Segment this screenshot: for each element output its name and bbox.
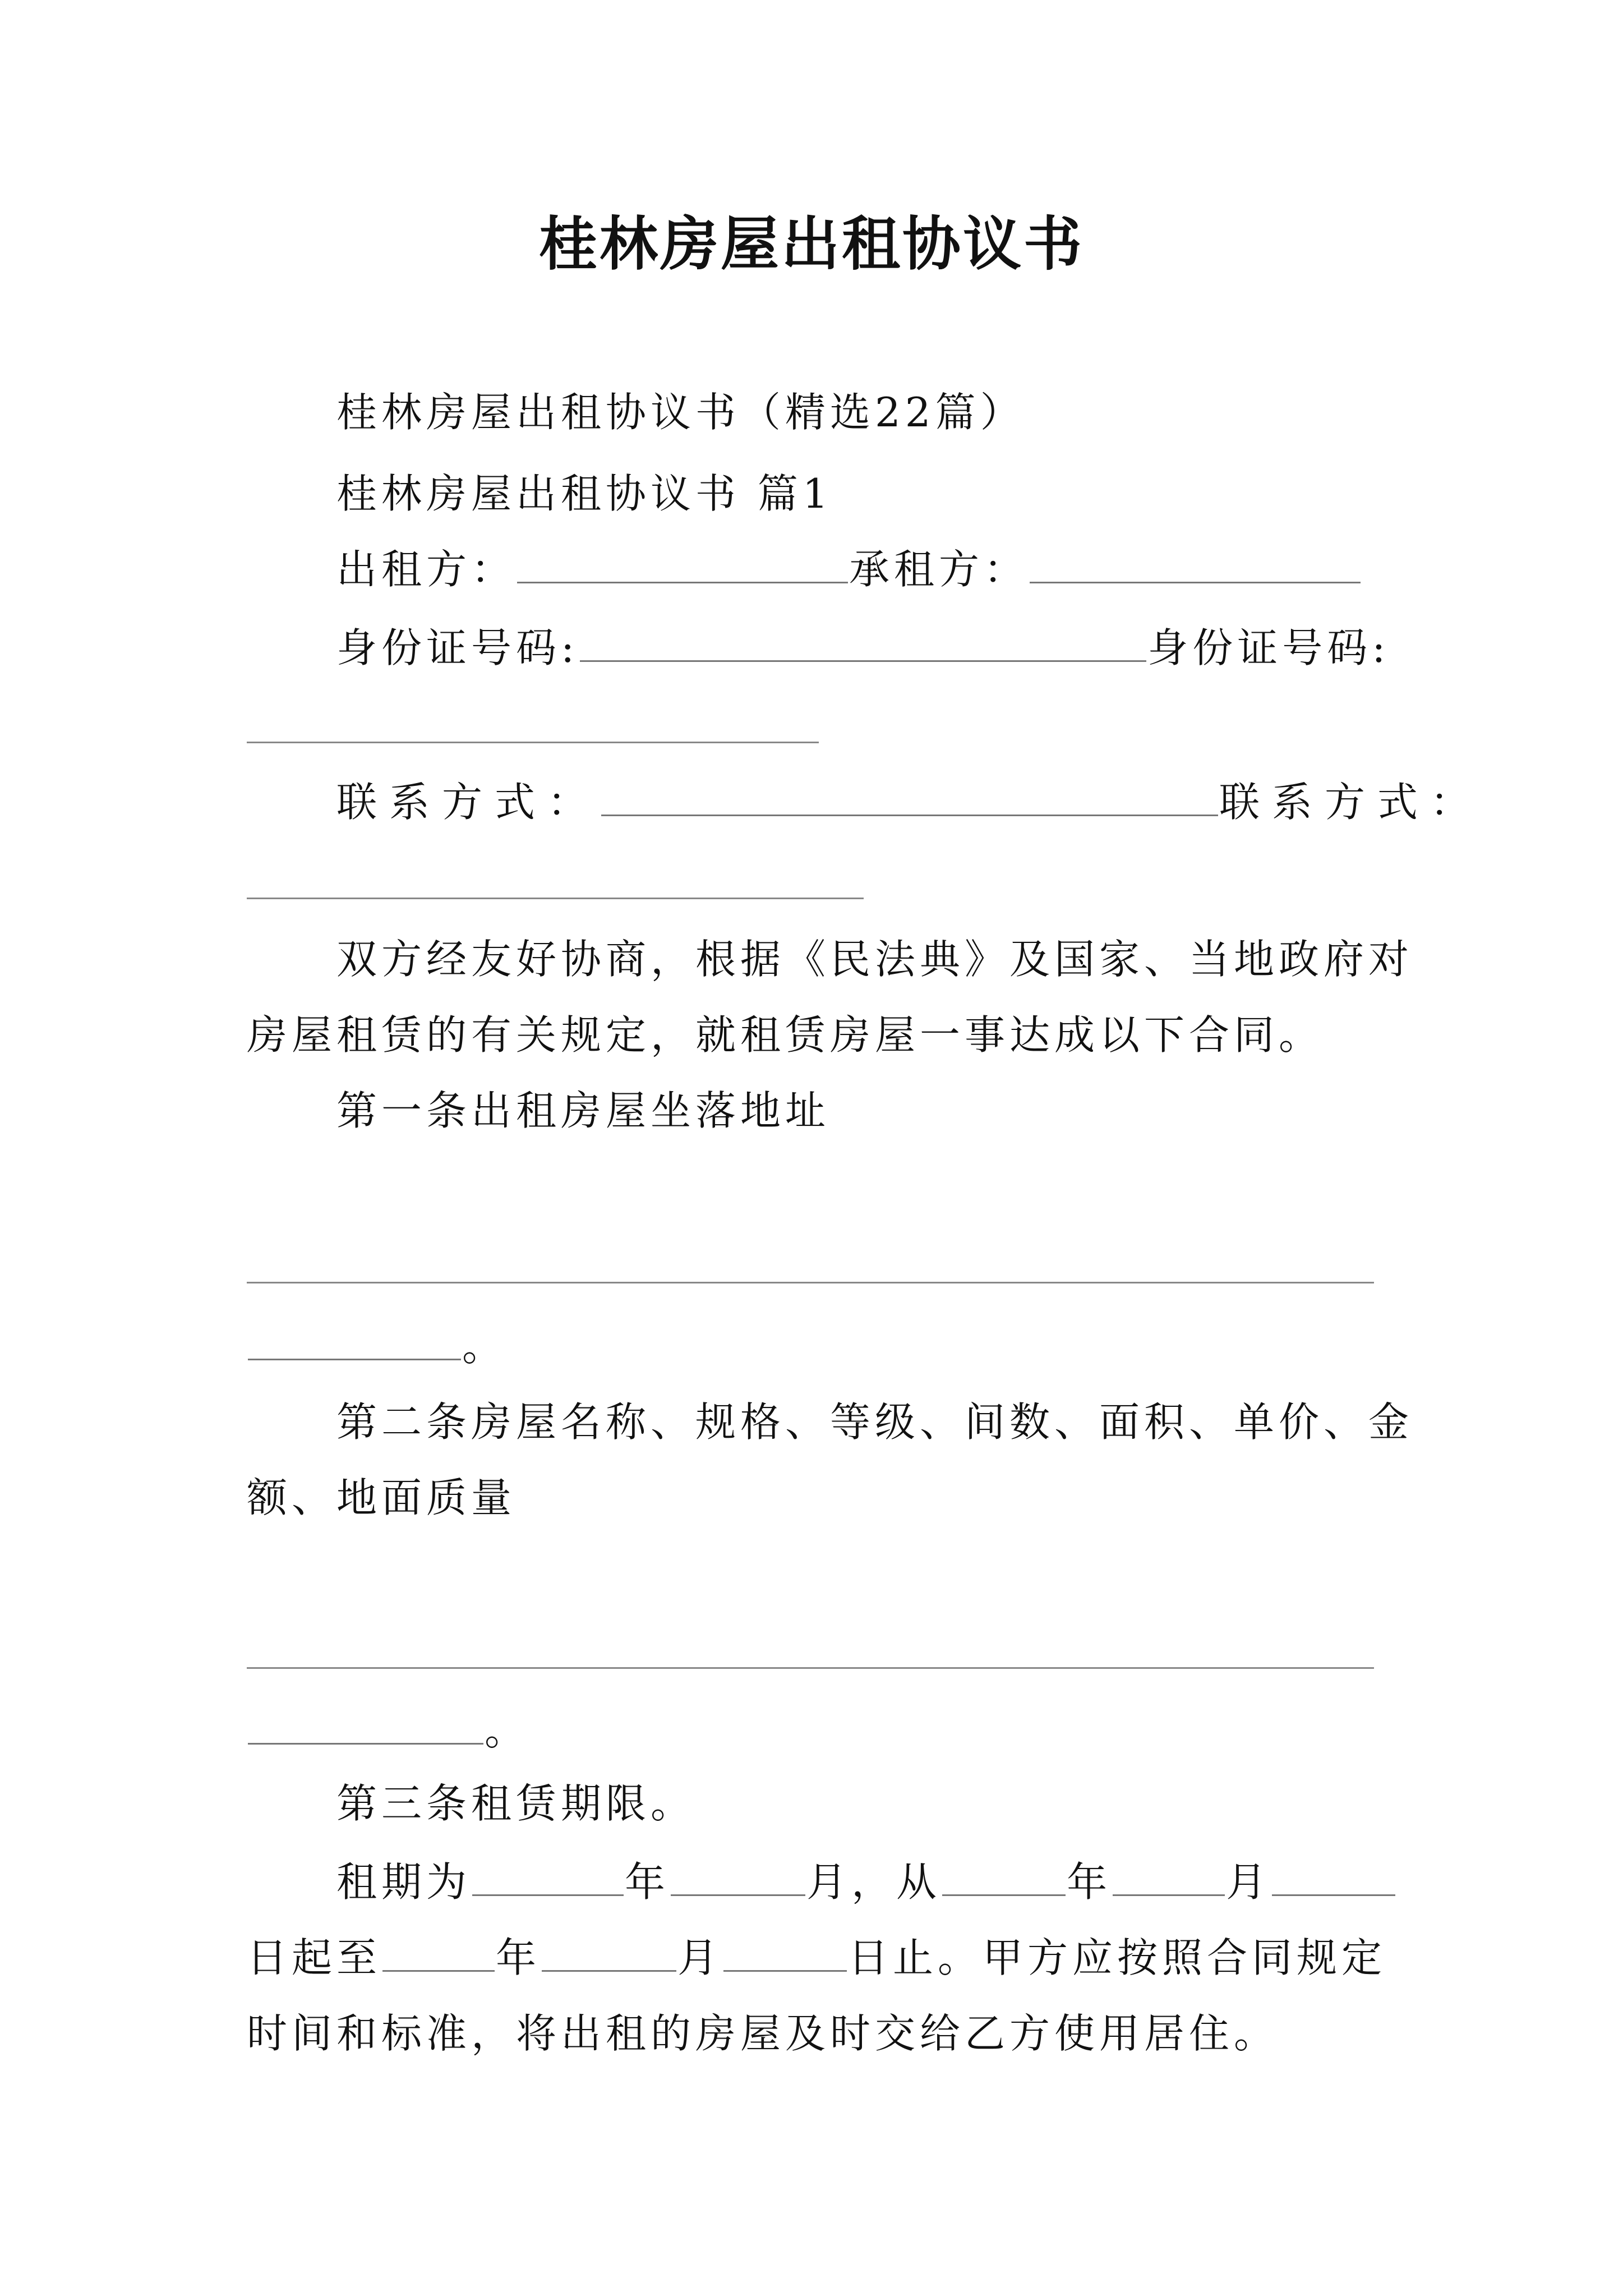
document-title: 桂林房屋出租协议书 [538,209,1084,278]
term-month-unit: 月 [806,1858,852,1906]
lessor-blank [517,546,848,583]
end-year-unit: 年 [496,1934,541,1981]
start-month-unit: 月 [1226,1858,1271,1906]
term-day-from: 日起至 [247,1934,382,1981]
property-blank-line [247,1667,1374,1669]
property-blank-end [247,1700,529,1761]
lessor-label: 出租方： [336,546,517,593]
start-year-unit: 年 [1067,1858,1112,1906]
lessor-contact-blank [601,779,1218,816]
lessee-contact-blank [247,898,864,899]
term-line-1 [336,1851,1396,1913]
document-subtitle: 桂林房屋出租协议书（精选22篇） [336,389,1025,436]
end-year-blank [382,1934,495,1972]
intro-line-1: 双方经友好协商，根据《民法典》及国家、当地政府对 [336,936,1414,983]
id-row [336,617,1390,679]
property-blank-tail [248,1707,483,1745]
lessee-id-label: 身份证号码: [1147,624,1390,671]
start-day-blank [1272,1858,1395,1896]
lessee-label: 承租方： [849,546,1029,593]
term-year-unit: 年 [625,1858,670,1906]
article-2-line-1: 第二条房屋名称、规格、等级、间数、面积、单价、金 [336,1398,1414,1446]
lessee-blank [1030,546,1361,583]
term-end-text: 日止。甲方应按照合同规定 [848,1934,1387,1981]
start-year-blank [942,1858,1066,1896]
period-mark: 。 [462,1323,508,1370]
term-years-blank [472,1858,624,1896]
article-1-heading: 第一条出租房屋坐落地址 [336,1087,831,1134]
lessor-id-label: 身份证号码: [336,624,579,671]
lessor-contact-label: 联系方式： [336,779,601,826]
start-month-blank [1113,1858,1225,1896]
address-blank-line [247,1282,1374,1283]
section-heading: 桂林房屋出租协议书 篇1 [336,470,833,517]
term-months-blank [671,1858,805,1896]
term-from: ，从 [851,1858,942,1906]
article-3-heading: 第三条租赁期限。 [336,1780,696,1827]
intro-line-2: 房屋租赁的有关规定，就租赁房屋一事达成以下合同。 [247,1011,1324,1059]
lessor-id-blank [580,624,1146,662]
term-line-3: 时间和标准，将出租的房屋及时交给乙方使用居住。 [247,2010,1279,2057]
period-mark-2: 。 [485,1707,530,1754]
term-line-2 [247,1927,1386,1989]
address-blank-tail [248,1323,461,1360]
end-month-unit: 月 [677,1934,723,1981]
article-2-line-2: 额、地面质量 [247,1474,517,1521]
end-day-blank [723,1934,847,1972]
end-month-blank [542,1934,676,1972]
parties-row [336,539,1362,600]
address-blank-end [247,1315,507,1377]
lessee-id-blank [247,742,819,743]
term-prefix: 租期为 [336,1858,472,1906]
contact-row [336,771,1483,833]
lessee-contact-label: 联系方式： [1219,779,1483,826]
